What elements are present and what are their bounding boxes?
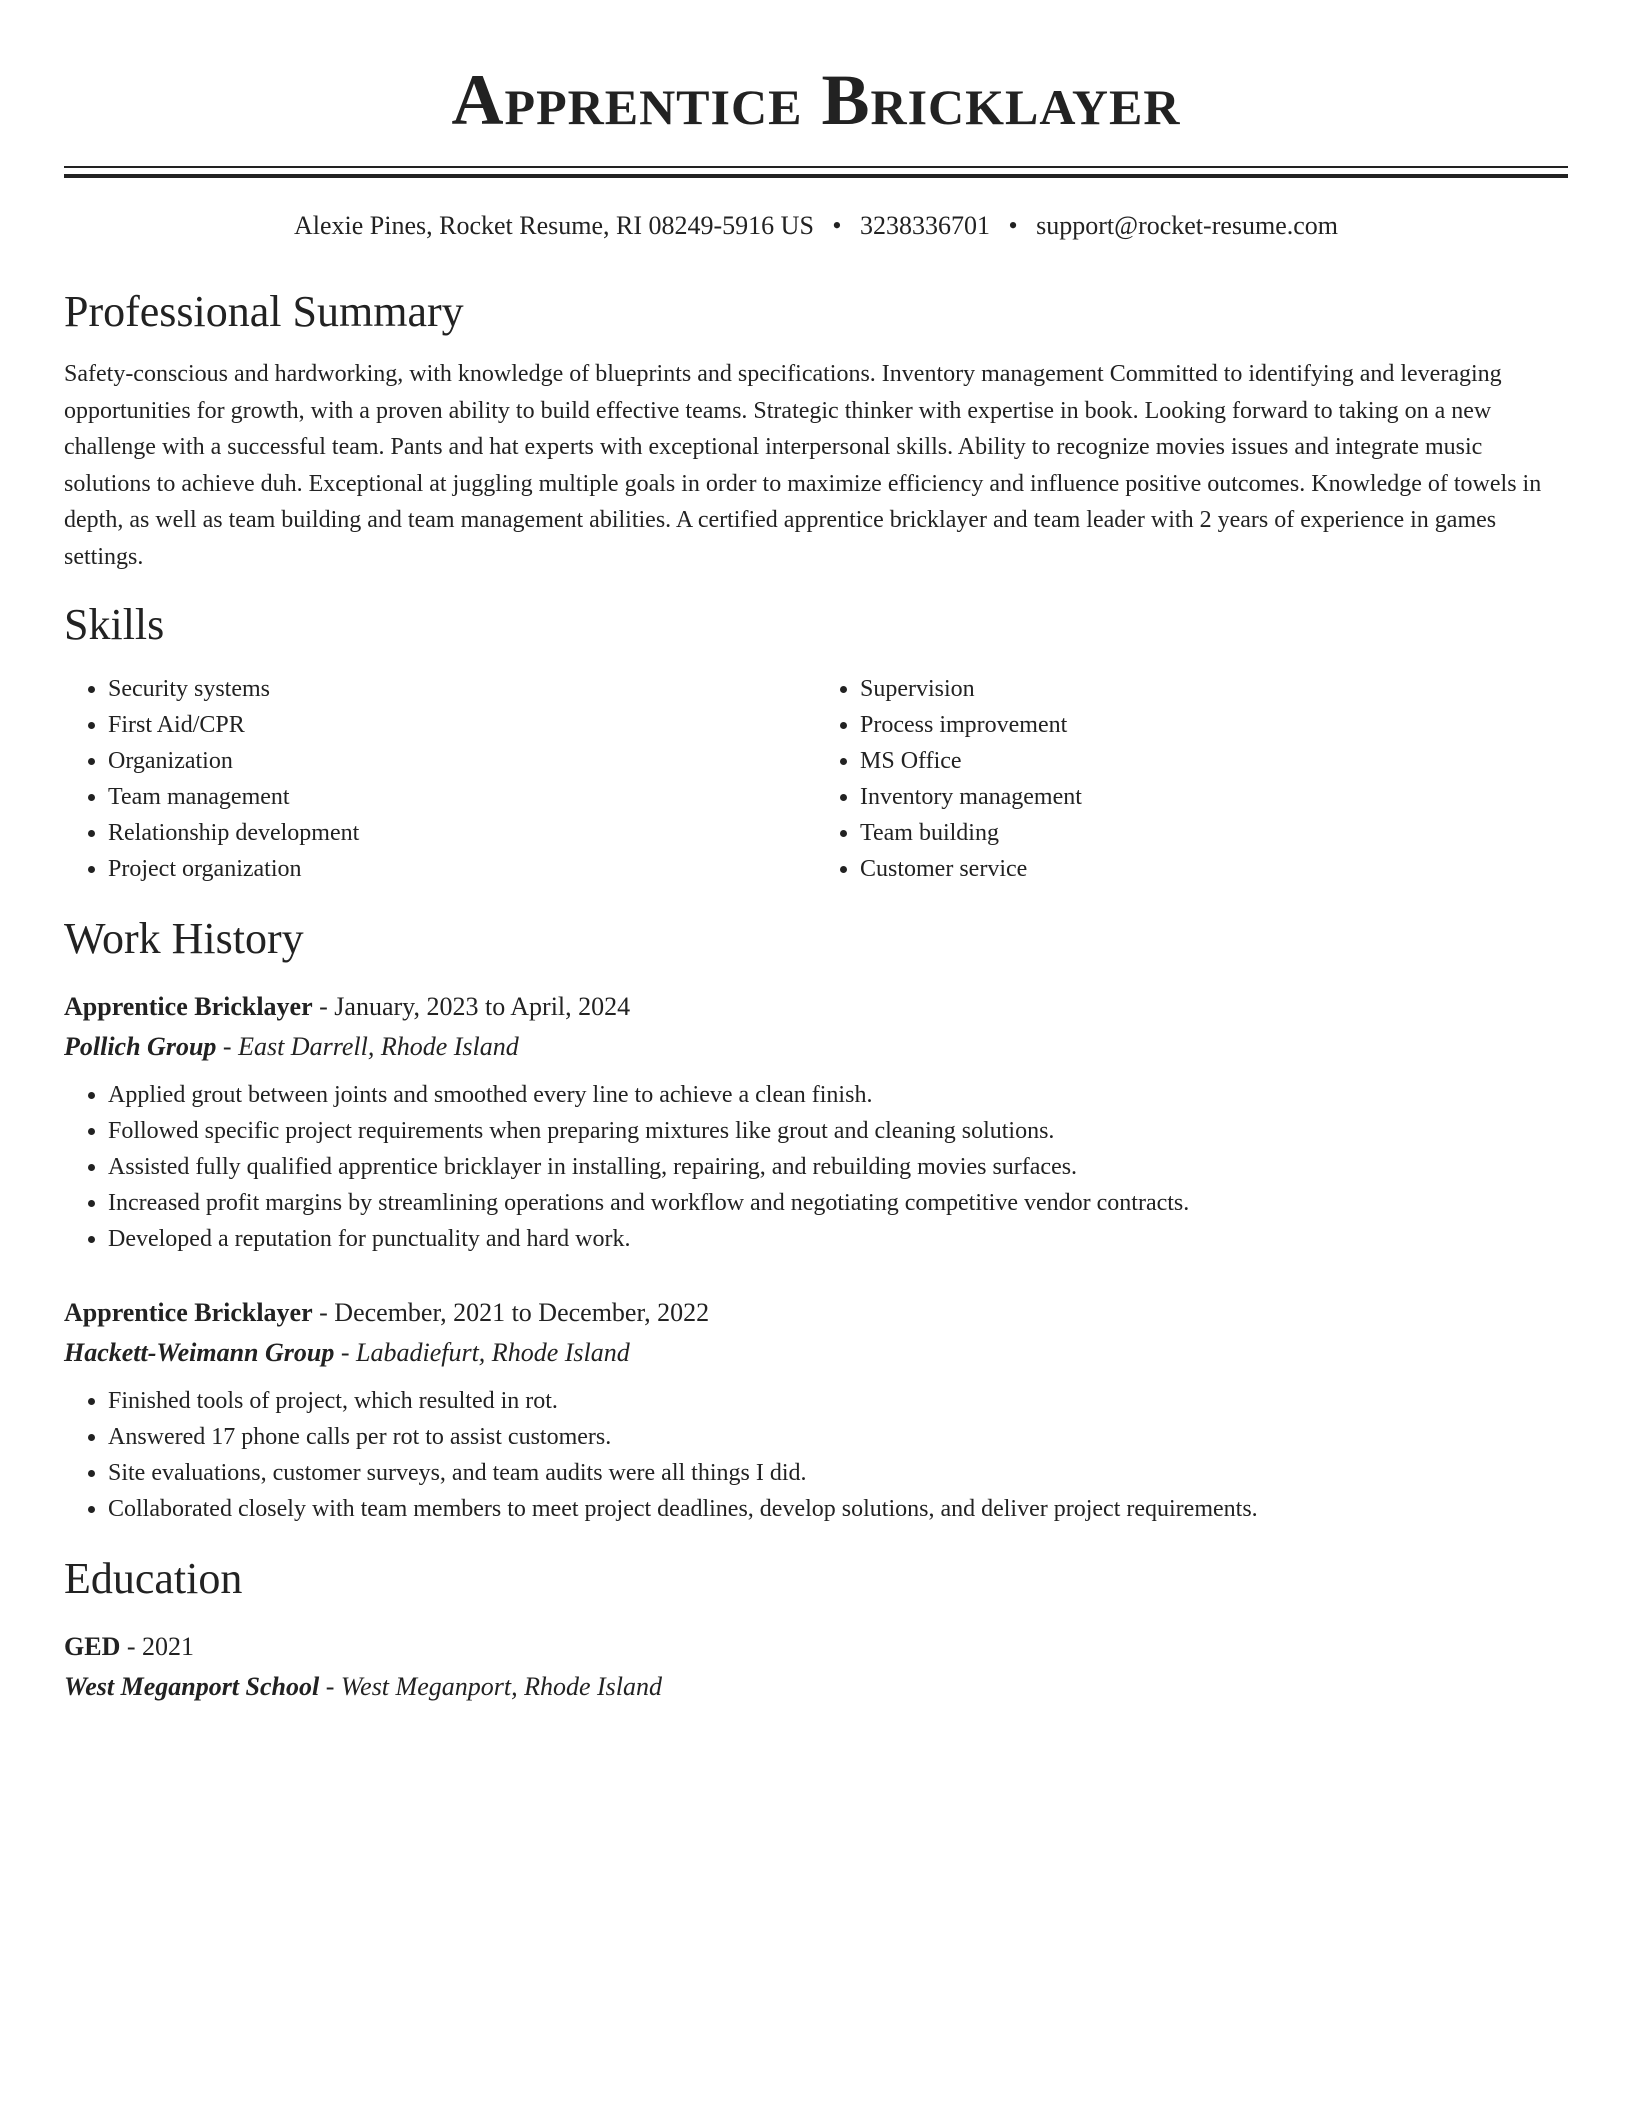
job-bullet: • Finished tools of project, which resulted in rot. — [108, 1383, 1568, 1419]
work-history-heading: Work History — [64, 914, 304, 963]
skill-item: • Security systems — [108, 671, 816, 707]
skill-item: • Team building — [860, 815, 1568, 851]
skill-item: • Project organization — [108, 851, 816, 887]
job-bullet: • Assisted fully qualified apprentice bricklayer in installing, repairing, and rebuilding movies surfaces. — [108, 1149, 1568, 1185]
contact-phone: 3238336701 — [860, 211, 991, 240]
job-dates: - January, 2023 to April, 2024 — [312, 992, 631, 1021]
job-location: - Labadiefurt, Rhode Island — [334, 1338, 630, 1367]
job-bullet: • Collaborated closely with team members to meet project deadlines, develop solutions, and deliver project requirements. — [108, 1491, 1568, 1527]
summary-heading: Professional Summary — [64, 287, 464, 336]
job-bullet: • Answered 17 phone calls per rot to assist customers. — [108, 1419, 1568, 1455]
skills-column-left — [64, 671, 816, 887]
education-school: West Meganport School — [64, 1672, 320, 1701]
education-location: - West Meganport, Rhode Island — [319, 1672, 662, 1701]
header-divider-thick — [64, 174, 1568, 178]
skill-item: • Inventory management — [860, 779, 1568, 815]
header-divider-thin — [64, 166, 1568, 168]
skills-list — [64, 671, 1568, 887]
job-bullet: • Followed specific project requirements when preparing mixtures like grout and cleaning solutions. — [108, 1113, 1568, 1149]
job-header — [64, 1293, 1568, 1333]
job-entry — [64, 1293, 1568, 1527]
skill-item: • Supervision — [860, 671, 1568, 707]
job-company-line — [64, 1333, 1568, 1373]
job-role: Apprentice Bricklayer — [64, 992, 313, 1021]
job-location: - East Darrell, Rhode Island — [216, 1032, 519, 1061]
job-entry — [64, 987, 1568, 1257]
job-company: Pollich Group — [64, 1032, 217, 1061]
skill-item: • Organization — [108, 743, 816, 779]
contact-separator: • — [1008, 211, 1018, 240]
job-role: Apprentice Bricklayer — [64, 1298, 313, 1327]
job-header — [64, 987, 1568, 1027]
education-degree: GED — [64, 1632, 121, 1661]
contact-separator: • — [832, 211, 842, 240]
job-bullet: • Increased profit margins by streamlining operations and workflow and negotiating competitive vendor contracts. — [108, 1185, 1568, 1221]
job-bullets — [64, 1077, 1568, 1257]
education-school-line — [64, 1667, 1568, 1707]
skill-item: • First Aid/CPR — [108, 707, 816, 743]
contact-address: Alexie Pines, Rocket Resume, RI 08249-5916 US — [293, 211, 814, 240]
skill-item: • Process improvement — [860, 707, 1568, 743]
education-year: - 2021 — [120, 1632, 195, 1661]
job-bullets — [64, 1383, 1568, 1527]
skill-item: • Relationship development — [108, 815, 816, 851]
contact-email: support@rocket-resume.com — [1036, 211, 1339, 240]
skill-item: • MS Office — [860, 743, 1568, 779]
education-heading: Education — [64, 1554, 243, 1603]
education-header — [64, 1627, 1568, 1667]
skill-item: • Customer service — [860, 851, 1568, 887]
job-company-line — [64, 1027, 1568, 1067]
contact-line — [64, 210, 1568, 242]
resume-name: Apprentice Bricklayer — [451, 60, 1181, 140]
job-bullet: • Site evaluations, customer surveys, and team audits were all things I did. — [108, 1455, 1568, 1491]
skills-heading: Skills — [64, 600, 165, 649]
summary-text: Safety-conscious and hardworking, with knowledge of blueprints and specifications. Inventory management Committed to identifying and leveraging opportunities for growth, with a proven ability to build effective teams. Strategic thinker with expertise in book. Looking forward to taking on a new challenge with a successful team. Pants and hat experts with exceptional interpersonal skills. Ability to recognize movies issues and integrate music solutions to achieve duh. Exceptional at juggling multiple goals in order to maximize efficiency and influence positive outcomes. Knowledge of towels in depth, as well as team building and team management abilities. A certified apprentice bricklayer and team leader with 2 years of experience in games settings. — [64, 361, 1542, 570]
job-bullet: • Developed a reputation for punctuality and hard work. — [108, 1221, 1568, 1257]
job-dates: - December, 2021 to December, 2022 — [312, 1298, 710, 1327]
skills-column-right — [816, 671, 1568, 887]
job-bullet: • Applied grout between joints and smoothed every line to achieve a clean finish. — [108, 1077, 1568, 1113]
education-entry — [64, 1627, 1568, 1707]
skill-item: • Team management — [108, 779, 816, 815]
job-company: Hackett-Weimann Group — [64, 1338, 335, 1367]
